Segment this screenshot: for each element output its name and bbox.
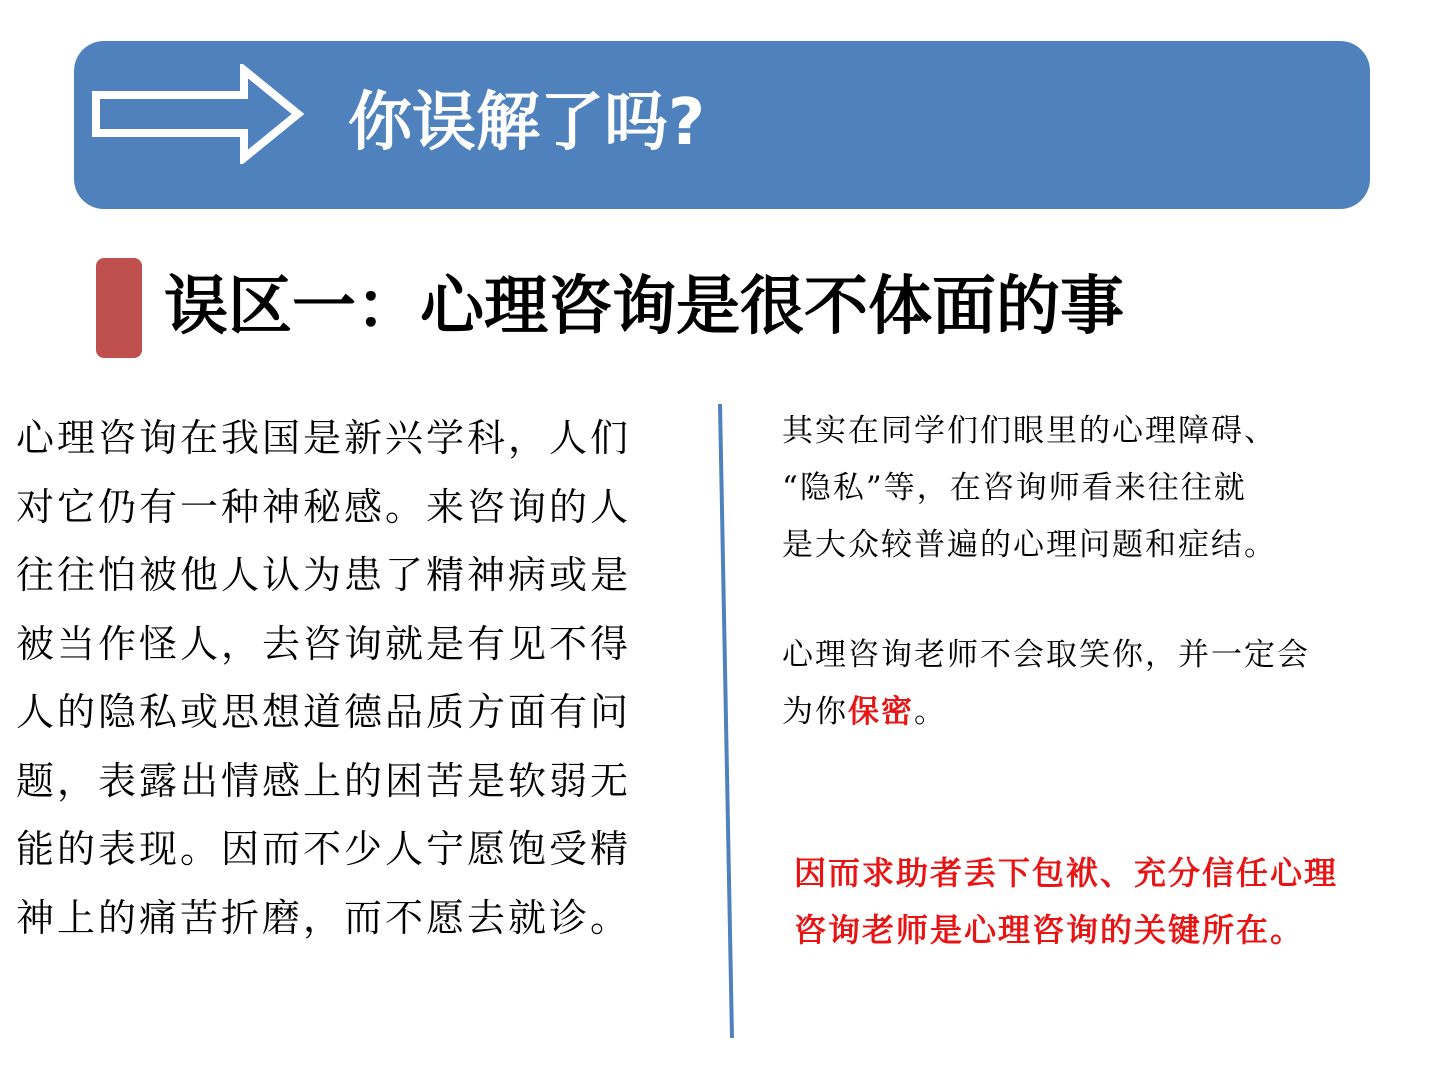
- left-line: 被当作怪人，去咨询就是有见不得: [16, 621, 632, 666]
- left-line: 神上的痛苦折磨，而不愿去就诊。: [16, 895, 632, 940]
- right-line: 心理咨询老师不会取笑你，并一定会: [782, 637, 1310, 673]
- section-marker: [96, 258, 142, 358]
- left-line: 对它仍有一种神秘感。来咨询的人: [16, 484, 632, 529]
- conclusion-text: [794, 845, 1338, 959]
- highlight-text: 保密: [848, 694, 914, 730]
- left-line: 往往怕被他人认为患了精神病或是: [16, 553, 632, 597]
- right-arrow-icon: [92, 64, 308, 164]
- left-line: 心理咨询在我国是新兴学科，人们: [16, 416, 632, 460]
- page-title: 你误解了吗?: [348, 86, 706, 160]
- right-line: “隐私”等，在咨询师看来往往就: [782, 470, 1247, 506]
- right-paragraph-2: [782, 627, 1310, 741]
- right-line: [782, 684, 1310, 741]
- conclusion-line: 因而求助者丢下包袱、充分信任心理: [794, 854, 1339, 892]
- right-line-prefix: 为你: [782, 694, 848, 730]
- conclusion-line: 咨询老师是心理咨询的关键所在。: [794, 911, 1305, 949]
- left-paragraph: [16, 404, 684, 952]
- right-line: 其实在同学们们眼里的心理障碍、: [782, 413, 1277, 449]
- left-line: 能的表现。因而不少人宁愿饱受精: [16, 827, 632, 871]
- column-divider: [702, 402, 762, 1042]
- right-paragraph-1: [782, 403, 1277, 574]
- right-line: 是大众较普遍的心理问题和症结。: [782, 527, 1277, 563]
- left-line: 题，表露出情感上的困苦是软弱无: [16, 758, 632, 803]
- left-line: 人的隐私或思想道德品质方面有问: [16, 690, 632, 734]
- section-heading: 误区一：心理咨询是很不体面的事: [164, 270, 1124, 344]
- right-line-suffix: 。: [914, 694, 947, 730]
